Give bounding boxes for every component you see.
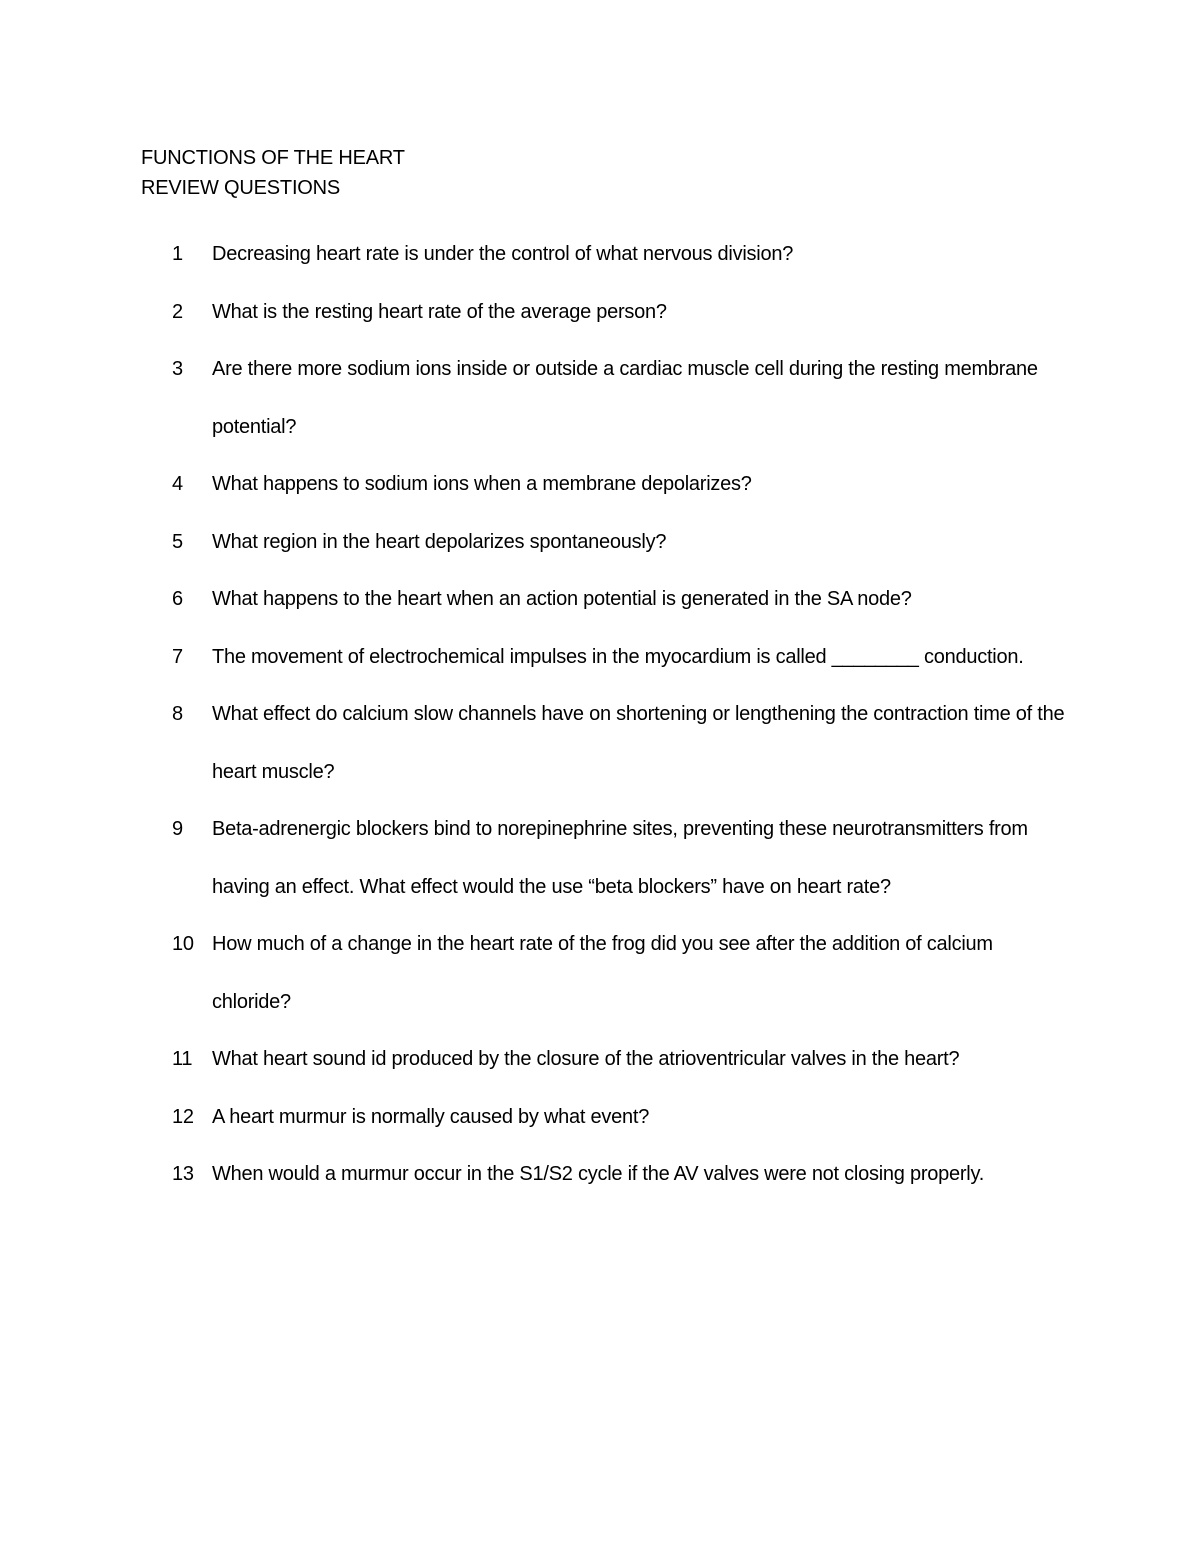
question-item	[172, 916, 1072, 1031]
question-text: Are there more sodium ions inside or outside a cardiac muscle cell during the resting membrane potential?	[212, 358, 1038, 438]
question-text: Decreasing heart rate is under the control of what nervous division?	[212, 243, 794, 265]
question-text: What heart sound id produced by the closure of the atrioventricular valves in the heart?	[212, 1048, 960, 1070]
question-number: 12	[172, 1105, 194, 1128]
question-number: 11	[172, 1048, 193, 1070]
question-item	[172, 226, 1072, 284]
question-item	[172, 629, 1072, 687]
question-number: 9	[172, 818, 183, 840]
question-number: 7	[172, 645, 183, 668]
question-item	[172, 284, 1072, 342]
question-item	[172, 801, 1072, 916]
question-number: 10	[172, 933, 194, 955]
question-number: 5	[172, 530, 183, 553]
question-text: A heart murmur is normally caused by what event?	[212, 1105, 650, 1128]
question-text: When would a murmur occur in the S1/S2 cycle if the AV valves were not closing properly.	[212, 1163, 985, 1185]
question-number: 3	[172, 358, 183, 380]
question-text: What is the resting heart rate of the average person?	[212, 300, 667, 323]
question-number: 8	[172, 703, 183, 725]
question-text: What effect do calcium slow channels have on shortening or lengthening the contraction time of the heart muscle?	[212, 703, 1065, 783]
question-item	[172, 1089, 1072, 1147]
question-list	[172, 226, 1072, 1204]
question-item	[172, 341, 1072, 456]
question-item	[172, 571, 1072, 629]
question-item	[172, 686, 1072, 801]
document-title: FUNCTIONS OF THE HEART	[141, 147, 405, 169]
question-item	[172, 1146, 1072, 1204]
question-text: Beta-adrenergic blockers bind to norepinephrine sites, preventing these neurotransmitters from having an effect. What effect would the use “beta blockers” have on heart rate?	[212, 818, 1028, 898]
question-number: 4	[172, 473, 183, 495]
document-subtitle: REVIEW QUESTIONS	[141, 177, 341, 199]
question-item	[172, 514, 1072, 572]
question-text: How much of a change in the heart rate of the frog did you see after the addition of calcium chloride?	[212, 933, 993, 1013]
question-text: The movement of electrochemical impulses in the myocardium is called ________ conduction.	[212, 645, 1024, 668]
question-number: 2	[172, 300, 183, 323]
question-number: 13	[172, 1163, 194, 1185]
question-item	[172, 456, 1072, 514]
question-number: 1	[172, 243, 183, 265]
question-item	[172, 1031, 1072, 1089]
question-text: What region in the heart depolarizes spontaneously?	[212, 530, 667, 553]
question-text: What happens to sodium ions when a membrane depolarizes?	[212, 473, 752, 495]
question-text: What happens to the heart when an action potential is generated in the SA node?	[212, 588, 912, 610]
document-heading	[141, 143, 405, 203]
question-number: 6	[172, 588, 183, 610]
